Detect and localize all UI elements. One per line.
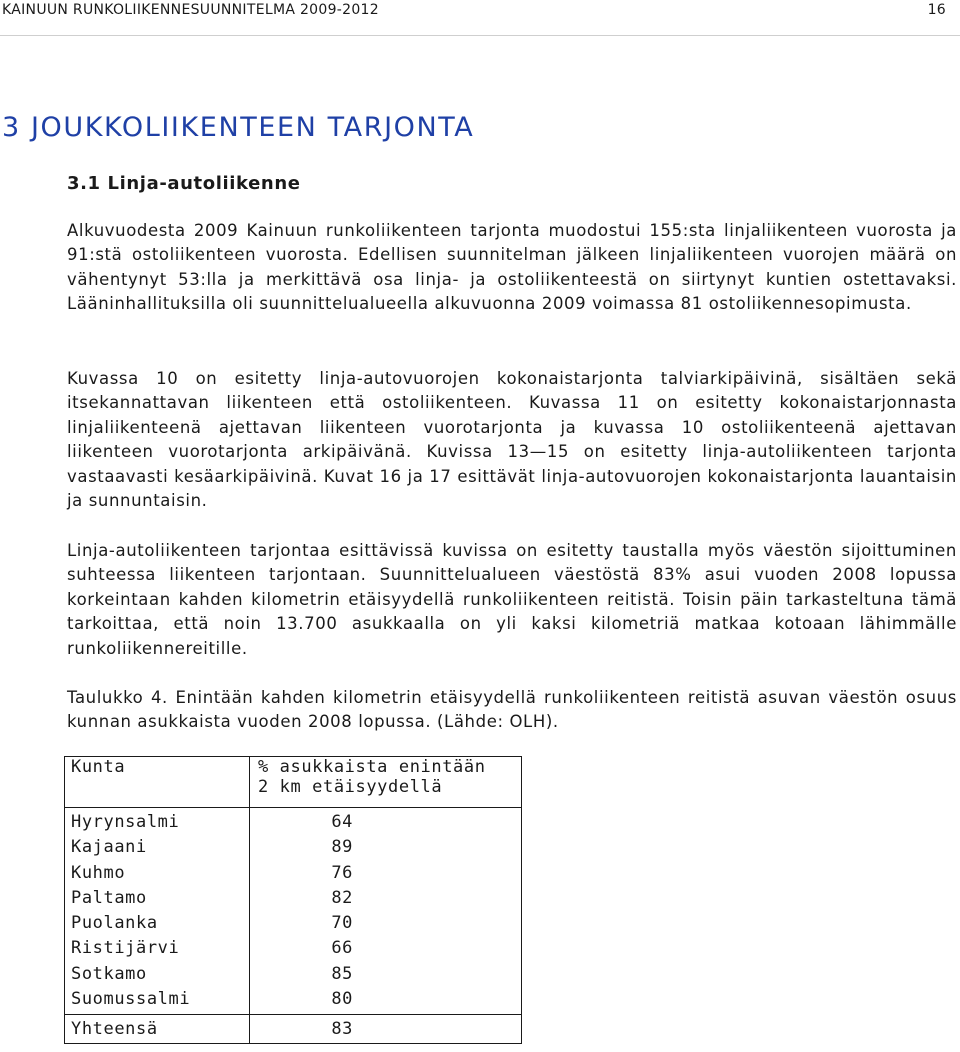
running-header bbox=[0, 2, 960, 22]
coverage-table bbox=[64, 756, 522, 1044]
table-caption: Taulukko 4. Enintään kahden kilometrin etäisyydellä runkoliikenteen reitistä asuvan väestön osuus kunnan asukkaista vuoden 2008 lopussa. (Lähde: OLH). bbox=[67, 688, 957, 732]
percentage-value: 85 bbox=[331, 963, 353, 984]
document-title: KAINUUN RUNKOLIIKENNESUUNNITELMA 2009-2012 bbox=[2, 2, 379, 18]
total-value: 83 bbox=[331, 1019, 353, 1040]
municipality-name: Kajaani bbox=[71, 837, 147, 858]
paragraph: Kuvassa 10 on esitetty linja-autovuorojen kokonaistarjonta talviarkipäivinä, sisältäen sekä itsekannattavan liikenteen että ostoliikenteen. Kuvassa 11 on esitetty kokonaistarjonnasta linjaliikenteenä ajettavan liikenteen vuorotarjonta ja kuvassa 10 ostoliikenteenä ajettavan liikenteen vuorotarjonta arkipäivänä. Kuvissa 13—15 on esitetty linja-autoliikenteen tarjonta vastaavasti kesäarkipäivinä. Kuvat 16 ja 17 esittävät linja-autovuorojen kokonaistarjonta lauantaisin ja sunnuntaisin. bbox=[67, 369, 957, 511]
percentage-value: 80 bbox=[331, 989, 353, 1010]
total-cell bbox=[250, 1015, 522, 1044]
total-label: Yhteensä bbox=[65, 1015, 250, 1044]
table-body-row bbox=[65, 808, 522, 1015]
header-divider bbox=[0, 35, 960, 36]
table-header-row bbox=[65, 757, 522, 808]
subsection-heading: 3.1 Linja-autoliikenne bbox=[67, 173, 301, 194]
table-total-row bbox=[65, 1015, 522, 1044]
municipality-name: Hyrynsalmi bbox=[71, 812, 180, 832]
municipality-name: Paltamo bbox=[71, 887, 147, 908]
municipality-name: Sotkamo bbox=[71, 963, 147, 984]
percentage-value: 66 bbox=[331, 938, 353, 959]
percentage-value: 89 bbox=[331, 837, 353, 858]
column-header-line: % asukkaista enintään bbox=[258, 757, 486, 777]
percentage-cell bbox=[250, 808, 522, 1015]
paragraph: Alkuvuodesta 2009 Kainuun runkoliikenteen tarjonta muodostui 155:sta linjaliikenteen vuorosta ja 91:stä ostoliikenteen vuorosta. Edellisen suunnitelman jälkeen linjaliikenteen vuorojen määrä on vähentynyt 53:lla ja merkittävä osa linja- ja ostoliikenteestä on siirtynyt kuntien ostettavaksi. Lääninhallituksilla oli suunnittelualueella alkuvuonna 2009 voimassa 81 ostoliikennesopimusta. bbox=[67, 221, 957, 314]
percentage-value: 70 bbox=[331, 913, 353, 934]
percentage-value: 82 bbox=[331, 887, 353, 908]
municipality-name: Puolanka bbox=[71, 913, 158, 934]
page-number: 16 bbox=[927, 2, 946, 18]
column-header-percentage bbox=[250, 757, 522, 808]
municipality-name: Kuhmo bbox=[71, 862, 126, 883]
municipality-name: Ristijärvi bbox=[71, 938, 180, 959]
percentage-value: 76 bbox=[331, 862, 353, 883]
municipality-cell bbox=[65, 808, 250, 1015]
percentage-value: 64 bbox=[331, 812, 353, 832]
column-header-kunta: Kunta bbox=[65, 757, 250, 808]
section-heading: 3 JOUKKOLIIKENTEEN TARJONTA bbox=[2, 112, 475, 143]
paragraph: Linja-autoliikenteen tarjontaa esittävissä kuvissa on esitetty taustalla myös väestön sijoittuminen suhteessa liikenteen tarjontaan. Suunnittelualueen väestöstä 83% asui vuoden 2008 lopussa korkeintaan kahden kilometrin etäisyydellä runkoliikenteen reitistä. Toisin päin tarkasteltuna tämä tarkoittaa, että noin 13.700 asukkaalla on yli kaksi kilometriä matkaa kotoaan lähimmälle runkoliikennereitille. bbox=[67, 541, 957, 658]
column-header-line: 2 km etäisyydellä bbox=[258, 777, 443, 797]
municipality-name: Suomussalmi bbox=[71, 989, 191, 1010]
